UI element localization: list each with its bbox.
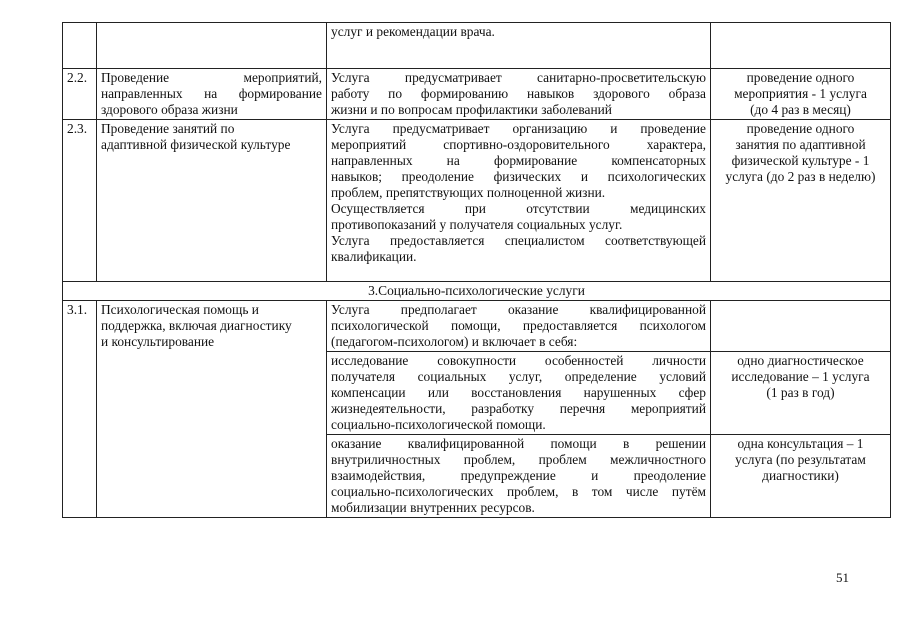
line: противопоказаний у получателя социальных услуг. xyxy=(331,217,623,232)
row-number: 2.2. xyxy=(63,69,97,120)
line: проведение одного xyxy=(746,121,855,136)
line: мероприятия - 1 услуга xyxy=(734,86,867,101)
page-number: 51 xyxy=(836,570,849,585)
services-table xyxy=(62,22,891,518)
service-frequency xyxy=(711,301,891,352)
line: адаптивной физической культуре xyxy=(101,137,291,152)
line: поддержка, включая диагностику xyxy=(101,318,292,333)
line: жизни и по вопросам профилактики заболеваний xyxy=(331,102,612,117)
line: проблем, препятствующих полноценной жизни. xyxy=(331,185,606,200)
line: направленных на формирование xyxy=(101,86,322,101)
line: оказание квалифицированной помощи в решении xyxy=(331,436,706,451)
service-description xyxy=(327,120,711,282)
line: Услуга предусматривает организацию и проведение xyxy=(331,121,706,136)
service-description xyxy=(327,69,711,120)
line: услуга (до 2 раз в неделю) xyxy=(725,169,876,184)
line: Услуга предоставляется специалистом соответствующей xyxy=(331,233,706,248)
line: (1 раз в год) xyxy=(766,385,835,400)
service-frequency xyxy=(711,352,891,435)
line: навыков; преодоление физических и психологических xyxy=(331,169,706,184)
section-title: 3.Социально-психологические услуги xyxy=(63,282,891,301)
line: исследование совокупности особенностей личности xyxy=(331,353,706,368)
service-name xyxy=(97,120,327,282)
line: и консультирование xyxy=(101,334,215,349)
line: проведение одного xyxy=(746,70,855,85)
service-description: услуг и рекомендации врача. xyxy=(327,23,711,69)
table-row xyxy=(63,23,891,69)
line: Проведение мероприятий, xyxy=(101,70,322,85)
line: психологической помощи, предоставляется психологом xyxy=(331,318,706,333)
line: занятия по адаптивной xyxy=(735,137,866,152)
service-name xyxy=(97,69,327,120)
line: направленных на формирование компенсаторных xyxy=(331,153,706,168)
line: здорового образа жизни xyxy=(101,102,238,117)
line: взаимодействия, предупреждение и преодоление xyxy=(331,468,706,483)
line: получателя социальных услуг, определение условий xyxy=(331,369,706,384)
line: Проведение занятий по xyxy=(101,121,235,136)
line: компенсации или восстановления нарушенных сфер xyxy=(331,385,706,400)
line: Услуга предполагает оказание квалифицированной xyxy=(331,302,706,317)
service-description xyxy=(327,301,711,352)
service-name xyxy=(97,23,327,69)
row-number: 3.1. xyxy=(63,301,97,518)
table-row xyxy=(63,69,891,120)
row-number: 2.3. xyxy=(63,120,97,282)
line: мобилизации внутренних ресурсов. xyxy=(331,500,535,515)
line: социально-психологической помощи. xyxy=(331,417,546,432)
line: (педагогом-психологом) и включает в себя: xyxy=(331,334,578,349)
line: Осуществляется при отсутствии медицинских xyxy=(331,201,706,216)
line: одна консультация – 1 xyxy=(737,436,864,451)
section-header-row xyxy=(63,282,891,301)
table-row xyxy=(63,120,891,282)
line: одно диагностическое xyxy=(737,353,864,368)
line: работу по формированию навыков здорового образа xyxy=(331,86,706,101)
line: исследование – 1 услуга xyxy=(731,369,870,384)
service-description xyxy=(327,352,711,435)
line: диагностики) xyxy=(762,468,839,483)
service-description xyxy=(327,435,711,518)
line: физической культуре - 1 xyxy=(731,153,870,168)
line: жизнедеятельности, разработку перечня мероприятий xyxy=(331,401,706,416)
line: квалификации. xyxy=(331,249,417,264)
line: мероприятий спортивно-оздоровительного характера, xyxy=(331,137,706,152)
row-number xyxy=(63,23,97,69)
service-frequency xyxy=(711,23,891,69)
service-name xyxy=(97,301,327,518)
service-frequency xyxy=(711,435,891,518)
table-row xyxy=(63,301,891,352)
line: (до 4 раз в месяц) xyxy=(750,102,851,117)
line: услуга (по результатам xyxy=(735,452,866,467)
line: социально-психологических проблем, в том числе путём xyxy=(331,484,706,499)
service-frequency xyxy=(711,69,891,120)
service-frequency xyxy=(711,120,891,282)
line: внутриличностных проблем, проблем межличностного xyxy=(331,452,706,467)
line: Услуга предусматривает санитарно-просветительскую xyxy=(331,70,706,85)
line: Психологическая помощь и xyxy=(101,302,259,317)
